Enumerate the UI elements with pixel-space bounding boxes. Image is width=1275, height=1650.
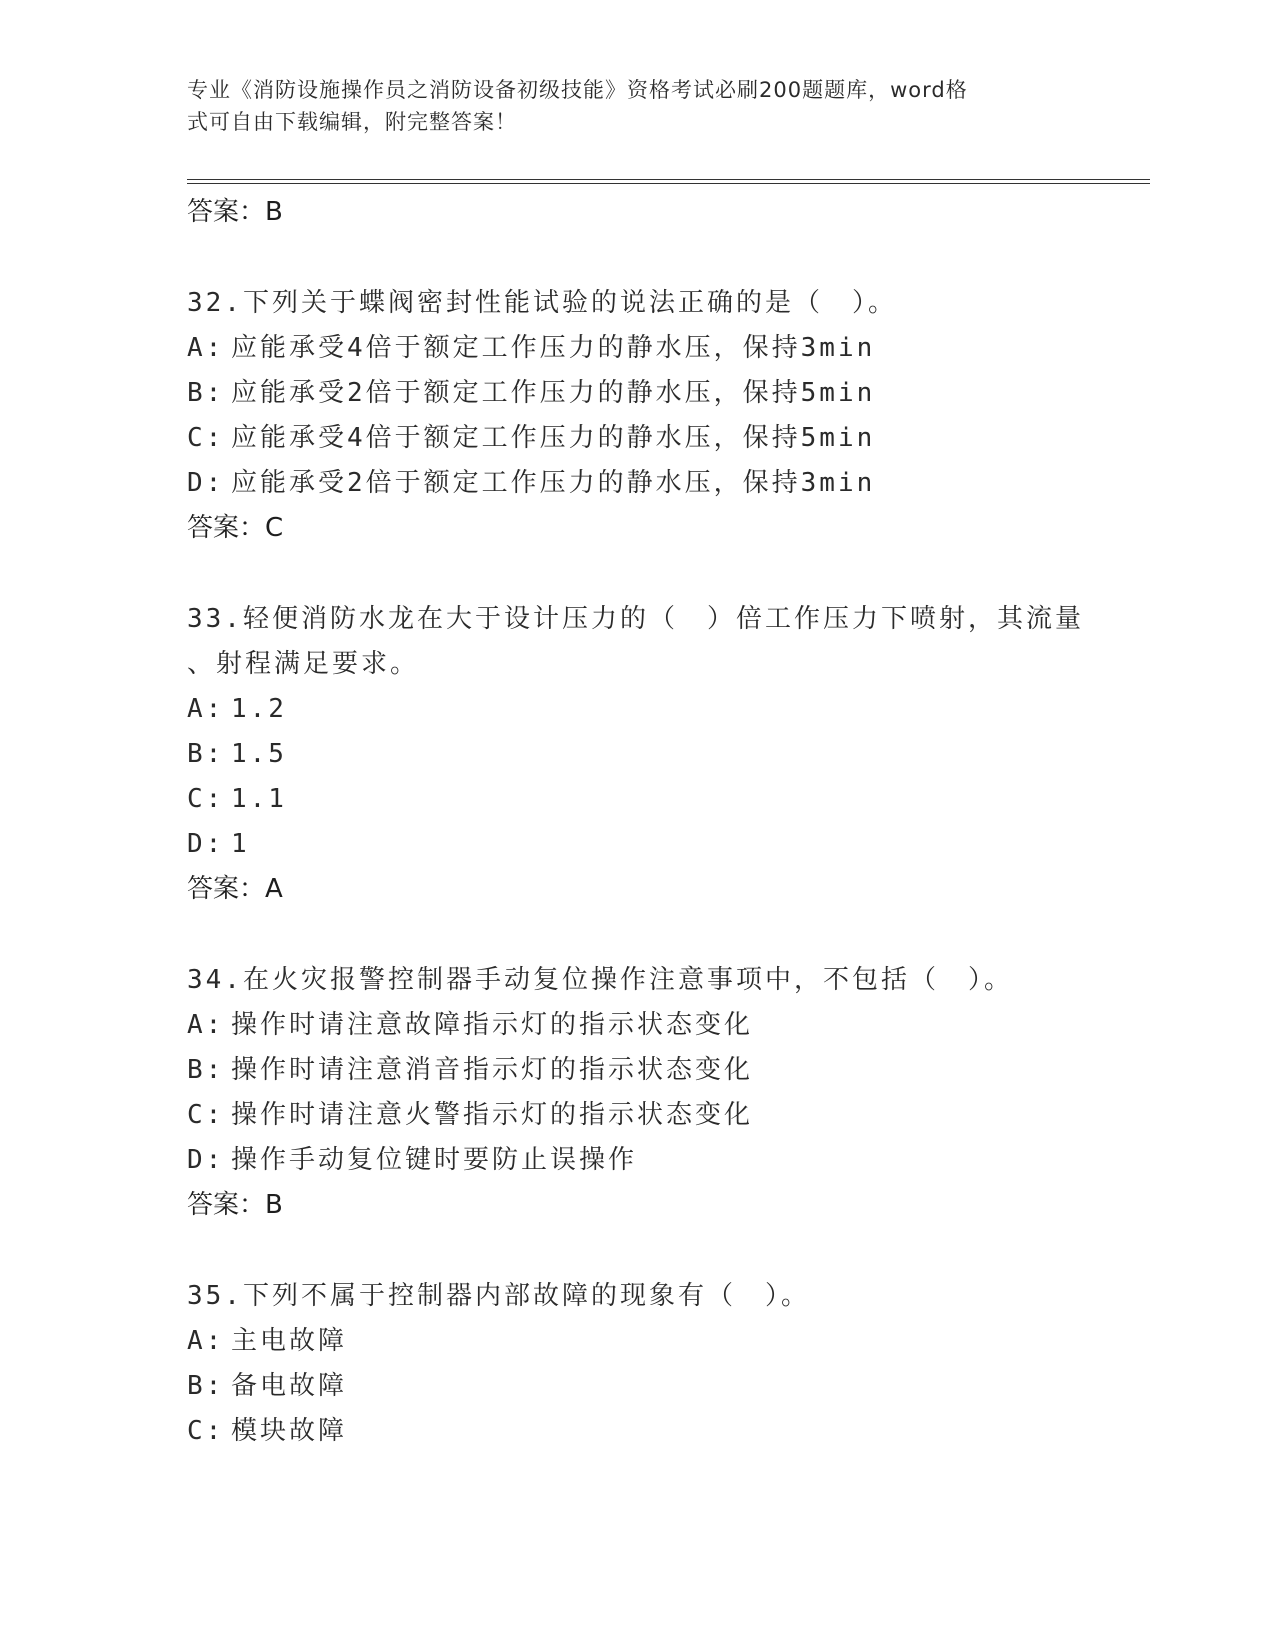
answer-line: 答案：A bbox=[187, 874, 283, 904]
option-label: C: bbox=[187, 784, 225, 814]
option-text: 操作时请注意故障指示灯的指示状态变化 bbox=[231, 1010, 754, 1040]
answer-line: 答案：C bbox=[187, 513, 284, 543]
question-stem: 34.在火灾报警控制器手动复位操作注意事项中，不包括（ ）。 bbox=[187, 965, 1013, 995]
option-text: 主电故障 bbox=[231, 1326, 348, 1356]
document-body bbox=[187, 190, 1087, 1454]
option-item bbox=[187, 1003, 1087, 1048]
option-label: C: bbox=[187, 1416, 225, 1446]
option-item bbox=[187, 1364, 1087, 1409]
option-text: 1.5 bbox=[231, 739, 287, 769]
header-line-2: 式可自由下载编辑，附完整答案！ bbox=[187, 110, 517, 134]
option-item bbox=[187, 1319, 1087, 1364]
option-label: D: bbox=[187, 1145, 225, 1175]
option-text: 应能承受2倍于额定工作压力的静水压，保持3min bbox=[231, 468, 876, 498]
option-label: B: bbox=[187, 739, 225, 769]
option-label: A: bbox=[187, 1326, 225, 1356]
question-block bbox=[187, 1274, 1087, 1454]
option-item bbox=[187, 1138, 1087, 1183]
option-text: 应能承受4倍于额定工作压力的静水压，保持5min bbox=[231, 423, 876, 453]
question-stem: 35.下列不属于控制器内部故障的现象有（ ）。 bbox=[187, 1281, 810, 1311]
option-label: B: bbox=[187, 1371, 225, 1401]
option-label: D: bbox=[187, 468, 225, 498]
option-text: 操作时请注意火警指示灯的指示状态变化 bbox=[231, 1100, 754, 1130]
question-block bbox=[187, 281, 1087, 551]
option-item bbox=[187, 1093, 1087, 1138]
option-text: 1.1 bbox=[231, 784, 287, 814]
option-item bbox=[187, 461, 1087, 506]
previous-answer: 答案：B bbox=[187, 197, 283, 227]
header-line-1: 专业《消防设施操作员之消防设备初级技能》资格考试必刷200题题库，word格 bbox=[187, 78, 968, 102]
option-label: D: bbox=[187, 829, 225, 859]
option-label: C: bbox=[187, 423, 225, 453]
option-text: 模块故障 bbox=[231, 1416, 348, 1446]
question-list bbox=[187, 281, 1087, 1454]
question-stem: 32.下列关于蝶阀密封性能试验的说法正确的是（ ）。 bbox=[187, 288, 897, 318]
option-label: B: bbox=[187, 378, 225, 408]
option-item bbox=[187, 1048, 1087, 1093]
option-item bbox=[187, 371, 1087, 416]
header-divider bbox=[187, 179, 1150, 184]
question-stem: 、射程满足要求。 bbox=[187, 649, 420, 679]
option-item bbox=[187, 687, 1087, 732]
answer-line: 答案：B bbox=[187, 1190, 283, 1220]
option-text: 应能承受4倍于额定工作压力的静水压，保持3min bbox=[231, 333, 876, 363]
option-label: A: bbox=[187, 694, 225, 724]
question-stem: 33.轻便消防水龙在大于设计压力的（ ）倍工作压力下喷射，其流量 bbox=[187, 604, 1084, 634]
option-text: 备电故障 bbox=[231, 1371, 348, 1401]
option-label: A: bbox=[187, 1010, 225, 1040]
option-item bbox=[187, 822, 1087, 867]
question-block bbox=[187, 958, 1087, 1228]
option-text: 操作手动复位键时要防止误操作 bbox=[231, 1145, 638, 1175]
option-label: C: bbox=[187, 1100, 225, 1130]
option-text: 1.2 bbox=[231, 694, 287, 724]
option-item bbox=[187, 1409, 1087, 1454]
option-text: 应能承受2倍于额定工作压力的静水压，保持5min bbox=[231, 378, 876, 408]
option-item bbox=[187, 732, 1087, 777]
option-text: 操作时请注意消音指示灯的指示状态变化 bbox=[231, 1055, 754, 1085]
option-label: A: bbox=[187, 333, 225, 363]
option-item bbox=[187, 416, 1087, 461]
page-header bbox=[187, 74, 1067, 138]
option-text: 1 bbox=[231, 829, 250, 859]
option-label: B: bbox=[187, 1055, 225, 1085]
option-item bbox=[187, 777, 1087, 822]
option-item bbox=[187, 326, 1087, 371]
question-block bbox=[187, 597, 1087, 912]
